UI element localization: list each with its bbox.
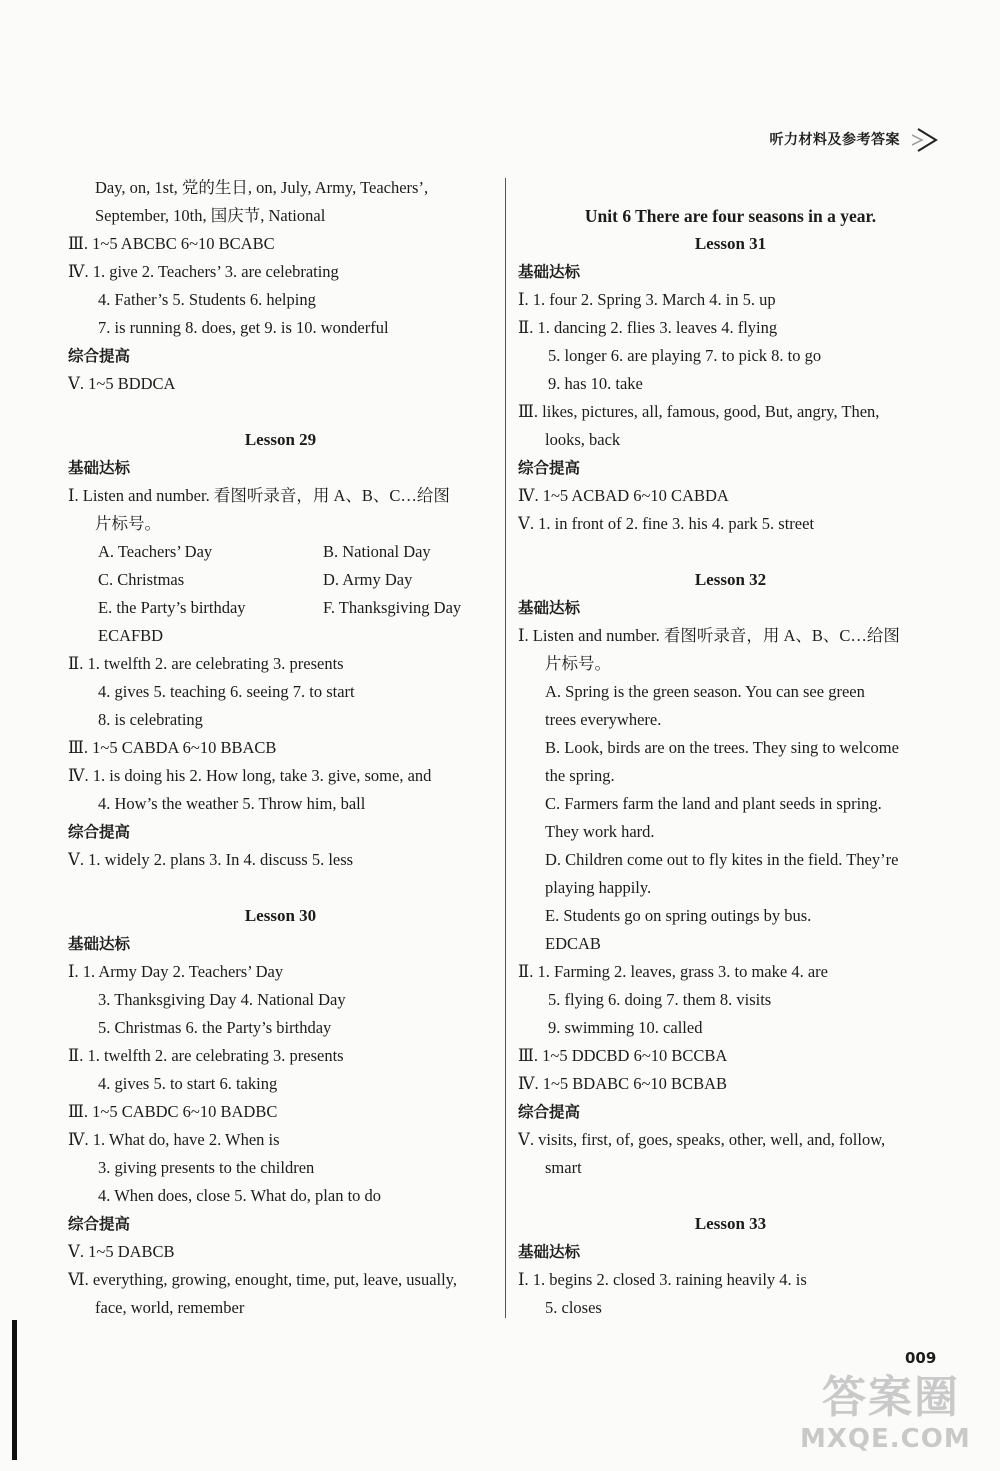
section-heading: 基础达标 — [518, 263, 581, 281]
answer-line: Ⅵ. everything, growing, enought, time, put, leave, usually, — [68, 1270, 457, 1289]
option: F. Thanksgiving Day — [323, 598, 462, 617]
answer-line: Ⅲ. likes, pictures, all, famous, good, But, angry, Then, — [518, 402, 880, 421]
answer-line: E. Students go on spring outings by bus. — [545, 906, 812, 925]
answer-line: Ⅰ. Listen and number. 看图听录音，用 A、B、C…给图 — [68, 486, 450, 505]
answer-line: 8. is celebrating — [98, 710, 203, 729]
answer-line: trees everywhere. — [545, 710, 662, 729]
answer-line: Ⅱ. 1. Farming 2. leaves, grass 3. to make 4. are — [518, 962, 828, 981]
answer-line: A. Spring is the green season. You can see green — [545, 682, 865, 701]
option: D. Army Day — [323, 570, 413, 589]
header-title: 听力材料及参考答案 — [769, 132, 900, 148]
section-heading: 综合提高 — [518, 1103, 581, 1121]
answer-line: B. Look, birds are on the trees. They sing to welcome — [545, 738, 899, 757]
answer-line: Ⅴ. 1~5 DABCB — [68, 1242, 175, 1261]
answer-line: 7. is running 8. does, get 9. is 10. wonderful — [98, 318, 389, 337]
option-row — [68, 566, 493, 594]
answer-line: They work hard. — [545, 822, 655, 841]
answer-line: 4. gives 5. to start 6. taking — [98, 1074, 278, 1093]
section-heading: 基础达标 — [68, 459, 131, 477]
answer-line: the spring. — [545, 766, 615, 785]
section-heading: 基础达标 — [68, 935, 131, 953]
answer-line: Ⅲ. 1~5 CABDA 6~10 BBACB — [68, 738, 277, 757]
answer-line: Ⅳ. 1~5 BDABC 6~10 BCBAB — [518, 1074, 727, 1093]
answer-line: Ⅴ. 1. widely 2. plans 3. In 4. discuss 5. less — [68, 850, 354, 869]
answer-line: 9. has 10. take — [548, 374, 643, 393]
answer-line: Ⅳ. 1. What do, have 2. When is — [68, 1130, 280, 1149]
answer-line: Ⅰ. Listen and number. 看图听录音，用 A、B、C…给图 — [518, 626, 900, 645]
answer-line: Ⅱ. 1. dancing 2. flies 3. leaves 4. flying — [518, 318, 778, 337]
answer-key: ECAFBD — [98, 626, 164, 645]
option-row — [68, 594, 493, 622]
option: E. the Party’s birthday — [98, 598, 246, 617]
answer-line: September, 10th, 国庆节, National — [95, 206, 326, 225]
answer-line: Ⅰ. 1. four 2. Spring 3. March 4. in 5. up — [518, 290, 776, 309]
answer-line: playing happily. — [545, 878, 652, 897]
lesson-title: Lesson 32 — [694, 570, 767, 589]
section-heading: 综合提高 — [68, 823, 131, 841]
watermark-text: 答案圈 — [822, 1372, 960, 1423]
answer-line: 片标号。 — [545, 654, 611, 673]
section-heading: 基础达标 — [518, 1243, 581, 1261]
answer-line: 5. longer 6. are playing 7. to pick 8. to go — [548, 346, 822, 365]
option: C. Christmas — [98, 570, 185, 589]
lesson-title: Lesson 33 — [694, 1214, 767, 1233]
answer-line: Ⅳ. 1. give 2. Teachers’ 3. are celebrating — [68, 262, 339, 281]
section-heading: 综合提高 — [68, 1215, 131, 1233]
answer-line: Ⅴ. visits, first, of, goes, speaks, other, well, and, follow, — [518, 1130, 886, 1149]
option-row — [68, 538, 493, 566]
answer-line: Ⅳ. 1. is doing his 2. How long, take 3. give, some, and — [68, 766, 432, 785]
answer-line: C. Farmers farm the land and plant seeds in spring. — [545, 794, 882, 813]
answer-line: 9. swimming 10. called — [548, 1018, 703, 1037]
answer-key: EDCAB — [545, 934, 601, 953]
lesson-title: Lesson 30 — [244, 906, 317, 925]
answer-line: 5. flying 6. doing 7. them 8. visits — [548, 990, 772, 1009]
answer-line: 5. closes — [545, 1298, 602, 1317]
watermark — [800, 1372, 990, 1467]
answer-line: Ⅱ. 1. twelfth 2. are celebrating 3. presents — [68, 1046, 344, 1065]
answer-line: Ⅰ. 1. begins 2. closed 3. raining heavily 4. is — [518, 1270, 807, 1289]
page-number: 009 — [905, 1349, 937, 1367]
answer-line: Ⅲ. 1~5 ABCBC 6~10 BCABC — [68, 234, 275, 253]
answer-line: Ⅴ. 1. in front of 2. fine 3. his 4. park 5. street — [518, 514, 815, 533]
answer-line: Day, on, 1st, 党的生日, on, July, Army, Teachers’, — [95, 178, 429, 197]
answer-line: 片标号。 — [95, 514, 161, 533]
answer-line: 5. Christmas 6. the Party’s birthday — [98, 1018, 332, 1037]
lesson-title: Lesson 31 — [694, 234, 767, 253]
answer-line: 4. When does, close 5. What do, plan to do — [98, 1186, 382, 1205]
answer-line: Ⅲ. 1~5 CABDC 6~10 BADBC — [68, 1102, 278, 1121]
answer-line: Ⅱ. 1. twelfth 2. are celebrating 3. presents — [68, 654, 344, 673]
answer-line: 4. How’s the weather 5. Throw him, ball — [98, 794, 366, 813]
answer-line: 3. giving presents to the children — [98, 1158, 315, 1177]
answer-line: 3. Thanksgiving Day 4. National Day — [98, 990, 346, 1009]
answer-line: smart — [545, 1158, 582, 1177]
lesson-title: Lesson 29 — [244, 430, 317, 449]
section-heading: 基础达标 — [518, 599, 581, 617]
scan-edge-mark — [12, 1320, 17, 1460]
answer-line: 4. Father’s 5. Students 6. helping — [98, 290, 316, 309]
answer-line: looks, back — [545, 430, 621, 449]
column-divider — [505, 178, 506, 1318]
option: A. Teachers’ Day — [98, 542, 213, 561]
watermark-url: MXQE.COM — [800, 1424, 971, 1454]
section-heading: 综合提高 — [68, 347, 131, 365]
left-column — [68, 174, 493, 1322]
answer-line: face, world, remember — [95, 1298, 245, 1317]
right-column — [518, 174, 943, 1322]
answer-line: Ⅳ. 1~5 ACBAD 6~10 CABDA — [518, 486, 729, 505]
option: B. National Day — [323, 542, 431, 561]
chevron-right-icon — [912, 126, 942, 154]
answer-line: Ⅲ. 1~5 DDCBD 6~10 BCCBA — [518, 1046, 728, 1065]
answer-line: D. Children come out to fly kites in the field. They’re — [545, 850, 899, 869]
answer-line: 4. gives 5. teaching 6. seeing 7. to start — [98, 682, 355, 701]
page-header — [700, 126, 960, 156]
unit-title: Unit 6 There are four seasons in a year. — [584, 206, 877, 226]
section-heading: 综合提高 — [518, 459, 581, 477]
answer-line: Ⅴ. 1~5 BDDCA — [68, 374, 176, 393]
answer-line: Ⅰ. 1. Army Day 2. Teachers’ Day — [68, 962, 284, 981]
